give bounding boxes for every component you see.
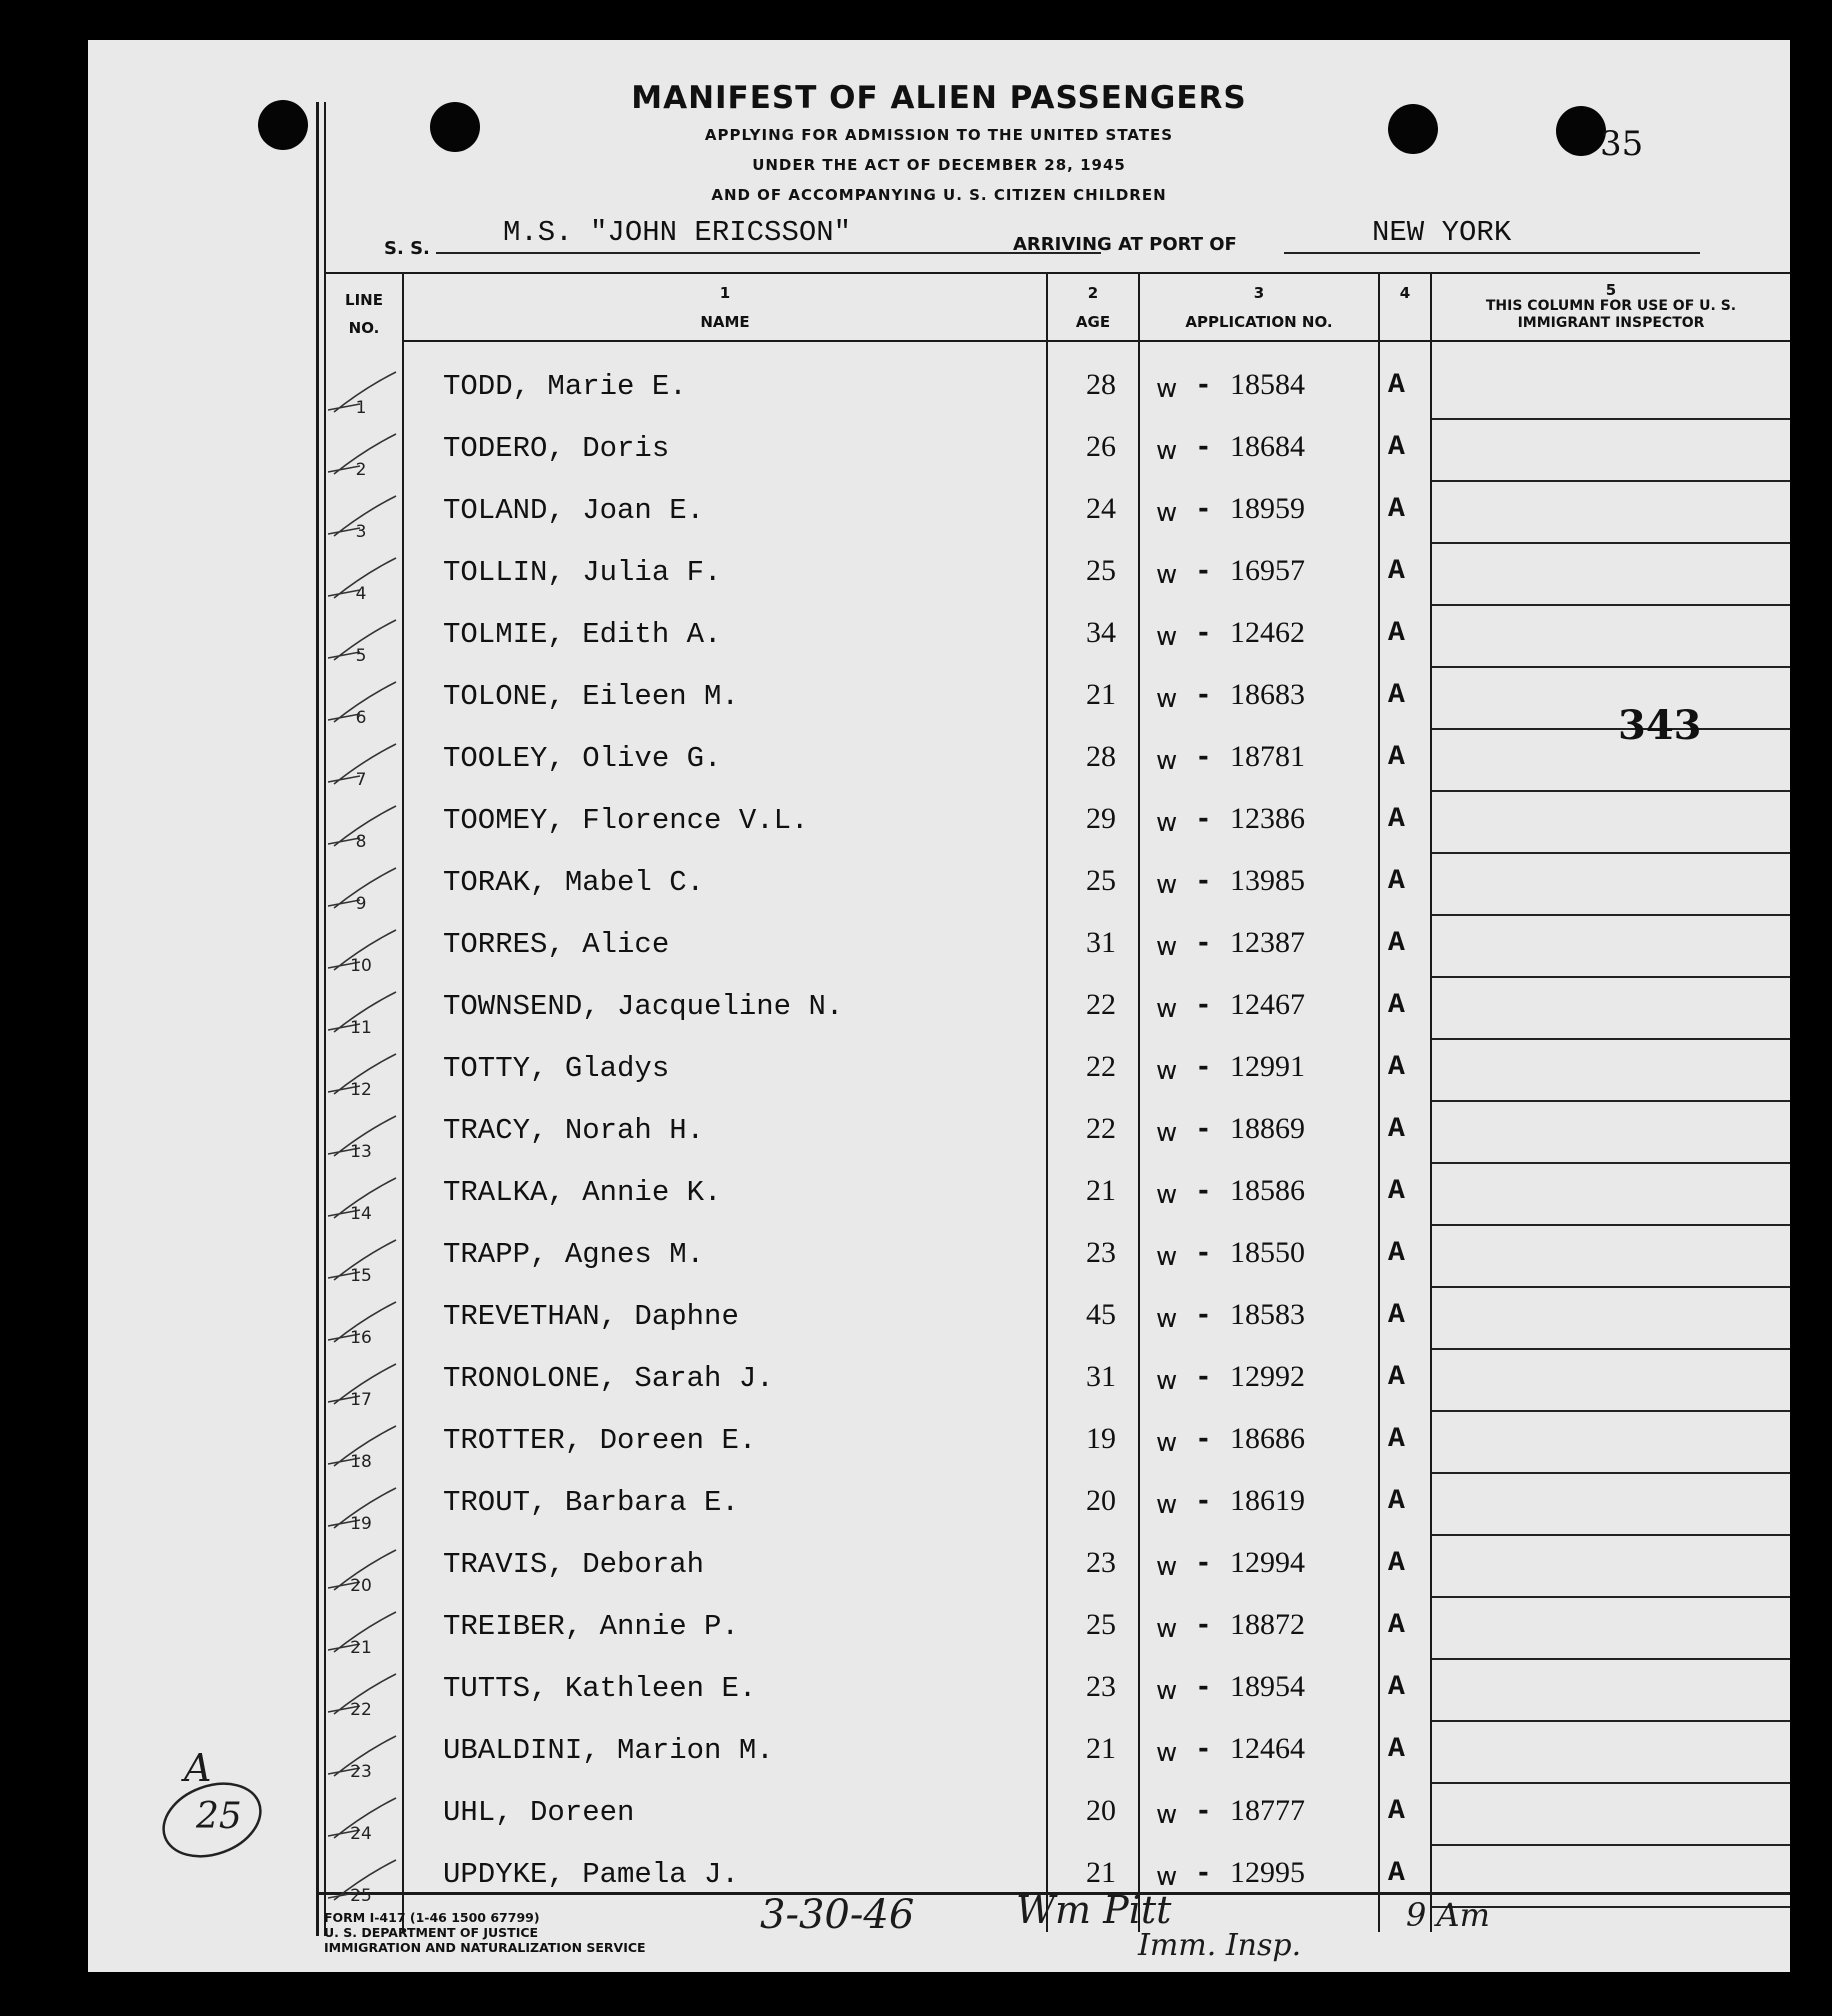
table-row xyxy=(88,978,1790,1040)
line-number: 10 xyxy=(350,956,372,976)
application-prefix: w xyxy=(1156,1552,1178,1582)
application-prefix: w xyxy=(1156,374,1178,404)
application-dash: - xyxy=(1198,370,1209,400)
status-code: A xyxy=(1388,1548,1405,1579)
line-number: 13 xyxy=(350,1142,372,1162)
application-dash: - xyxy=(1198,680,1209,710)
line-number: 15 xyxy=(350,1266,372,1286)
application-dash: - xyxy=(1198,432,1209,462)
application-number: 12386 xyxy=(1230,802,1305,835)
table-row xyxy=(88,358,1790,420)
passenger-age: 26 xyxy=(1086,430,1116,463)
passenger-name: UBALDINI, Marion M. xyxy=(443,1734,774,1767)
application-number: 12995 xyxy=(1230,1856,1305,1889)
application-number: 18781 xyxy=(1230,740,1305,773)
passenger-age: 22 xyxy=(1086,988,1116,1021)
margin-count: 25 xyxy=(196,1796,242,1837)
line-number: 4 xyxy=(355,584,367,604)
application-dash: - xyxy=(1198,866,1209,896)
table-row xyxy=(88,1660,1790,1722)
handwritten-time: 9 Am xyxy=(1406,1896,1490,1934)
passenger-age: 22 xyxy=(1086,1112,1116,1145)
application-prefix: w xyxy=(1156,1738,1178,1768)
application-dash: - xyxy=(1198,494,1209,524)
application-prefix: w xyxy=(1156,622,1178,652)
application-number: 18586 xyxy=(1230,1174,1305,1207)
status-code: A xyxy=(1388,680,1405,711)
table-row xyxy=(88,1102,1790,1164)
table-row xyxy=(88,1784,1790,1846)
line-number: 9 xyxy=(355,894,367,914)
line-number: 21 xyxy=(350,1638,372,1658)
handwritten-inspector-title: Imm. Insp. xyxy=(1138,1928,1302,1963)
application-number: 18684 xyxy=(1230,430,1305,463)
status-code: A xyxy=(1388,1300,1405,1331)
passenger-name: TORRES, Alice xyxy=(443,928,670,961)
application-dash: - xyxy=(1198,1734,1209,1764)
line-number: 7 xyxy=(355,770,367,790)
status-code: A xyxy=(1388,1486,1405,1517)
passenger-age: 25 xyxy=(1086,1608,1116,1641)
passenger-name: TRAPP, Agnes M. xyxy=(443,1238,705,1271)
status-code: A xyxy=(1388,1362,1405,1393)
port-label: ARRIVING AT PORT OF xyxy=(1013,234,1237,255)
passenger-age: 28 xyxy=(1086,368,1116,401)
table-row xyxy=(88,730,1790,792)
margin-letter: A xyxy=(184,1746,212,1790)
passenger-age: 29 xyxy=(1086,802,1116,835)
application-prefix: w xyxy=(1156,1862,1178,1892)
passenger-age: 23 xyxy=(1086,1236,1116,1269)
header-col4-num: 4 xyxy=(1399,284,1411,302)
application-prefix: w xyxy=(1156,1056,1178,1086)
application-prefix: w xyxy=(1156,1366,1178,1396)
form-title: MANIFEST OF ALIEN PASSENGERS xyxy=(631,80,1247,116)
passenger-name: TODD, Marie E. xyxy=(443,370,687,403)
passenger-age: 20 xyxy=(1086,1484,1116,1517)
application-prefix: w xyxy=(1156,1118,1178,1148)
header-col5-num: 5 xyxy=(1605,281,1617,299)
application-number: 12994 xyxy=(1230,1546,1305,1579)
passenger-age: 21 xyxy=(1086,678,1116,711)
header-name-num: 1 xyxy=(719,284,731,302)
application-prefix: w xyxy=(1156,746,1178,776)
ship-underline xyxy=(436,252,1101,254)
status-code: A xyxy=(1388,370,1405,401)
passenger-name: TUTTS, Kathleen E. xyxy=(443,1672,757,1705)
status-code: A xyxy=(1388,1610,1405,1641)
form-subtitle-1: APPLYING FOR ADMISSION TO THE UNITED STATES xyxy=(704,126,1174,144)
application-prefix: w xyxy=(1156,994,1178,1024)
ship-name: M.S. "JOHN ERICSSON" xyxy=(503,216,852,249)
passenger-age: 24 xyxy=(1086,492,1116,525)
passenger-name: TOLAND, Joan E. xyxy=(443,494,705,527)
table-row xyxy=(88,668,1790,730)
stamp-number: 343 xyxy=(1618,702,1702,749)
header-line-no-label: LINE NO. xyxy=(345,291,383,337)
passenger-name: TRONOLONE, Sarah J. xyxy=(443,1362,774,1395)
application-prefix: w xyxy=(1156,560,1178,590)
form-subtitle-2: UNDER THE ACT OF DECEMBER 28, 1945 xyxy=(752,156,1126,174)
passenger-age: 21 xyxy=(1086,1732,1116,1765)
table-row xyxy=(88,916,1790,978)
line-number: 16 xyxy=(350,1328,372,1348)
application-dash: - xyxy=(1198,804,1209,834)
passenger-name: TORAK, Mabel C. xyxy=(443,866,705,899)
application-dash: - xyxy=(1198,1424,1209,1454)
application-number: 18777 xyxy=(1230,1794,1305,1827)
application-prefix: w xyxy=(1156,1490,1178,1520)
application-dash: - xyxy=(1198,556,1209,586)
status-code: A xyxy=(1388,494,1405,525)
header-app: APPLICATION NO. xyxy=(1185,313,1333,331)
header-line-no xyxy=(326,286,402,342)
status-code: A xyxy=(1388,866,1405,897)
application-dash: - xyxy=(1198,1300,1209,1330)
application-prefix: w xyxy=(1156,1428,1178,1458)
application-dash: - xyxy=(1198,1610,1209,1640)
form-number: FORM I-417 (1-46 1500 67799) xyxy=(324,1910,540,1925)
ss-label: S. S. xyxy=(384,238,430,259)
passenger-name: UHL, Doreen xyxy=(443,1796,635,1829)
application-prefix: w xyxy=(1156,1180,1178,1210)
passenger-name: TOLONE, Eileen M. xyxy=(443,680,739,713)
application-number: 12387 xyxy=(1230,926,1305,959)
application-number: 18869 xyxy=(1230,1112,1305,1145)
passenger-name: TRAVIS, Deborah xyxy=(443,1548,705,1581)
table-row xyxy=(88,482,1790,544)
passenger-age: 20 xyxy=(1086,1794,1116,1827)
table-top xyxy=(324,272,1790,274)
application-prefix: w xyxy=(1156,932,1178,962)
application-dash: - xyxy=(1198,1548,1209,1578)
passenger-name: TREIBER, Annie P. xyxy=(443,1610,739,1643)
table-row xyxy=(88,1536,1790,1598)
passenger-age: 22 xyxy=(1086,1050,1116,1083)
header-name: NAME xyxy=(700,313,750,331)
application-dash: - xyxy=(1198,1486,1209,1516)
application-number: 18686 xyxy=(1230,1422,1305,1455)
passenger-age: 31 xyxy=(1086,1360,1116,1393)
application-number: 12991 xyxy=(1230,1050,1305,1083)
passenger-name: TOOLEY, Olive G. xyxy=(443,742,722,775)
application-dash: - xyxy=(1198,1238,1209,1268)
table-row xyxy=(88,606,1790,668)
table-row xyxy=(88,1846,1790,1908)
table-row xyxy=(88,420,1790,482)
table-row xyxy=(88,1288,1790,1350)
application-dash: - xyxy=(1198,1796,1209,1826)
form-subtitle-3: AND OF ACCOMPANYING U. S. CITIZEN CHILDREN xyxy=(711,186,1167,204)
table-row xyxy=(88,1722,1790,1784)
application-dash: - xyxy=(1198,1362,1209,1392)
status-code: A xyxy=(1388,1858,1405,1889)
passenger-name: UPDYKE, Pamela J. xyxy=(443,1858,739,1891)
table-row xyxy=(88,1040,1790,1102)
application-dash: - xyxy=(1198,1176,1209,1206)
status-code: A xyxy=(1388,1796,1405,1827)
application-dash: - xyxy=(1198,990,1209,1020)
passenger-age: 31 xyxy=(1086,926,1116,959)
line-number: 6 xyxy=(355,708,367,728)
table-row xyxy=(88,1474,1790,1536)
application-number: 16957 xyxy=(1230,554,1305,587)
passenger-age: 34 xyxy=(1086,616,1116,649)
application-prefix: w xyxy=(1156,436,1178,466)
application-dash: - xyxy=(1198,742,1209,772)
passenger-name: TROUT, Barbara E. xyxy=(443,1486,739,1519)
application-prefix: w xyxy=(1156,684,1178,714)
line-number: 12 xyxy=(350,1080,372,1100)
passenger-name: TRALKA, Annie K. xyxy=(443,1176,722,1209)
application-number: 12462 xyxy=(1230,616,1305,649)
passenger-age: 21 xyxy=(1086,1174,1116,1207)
application-prefix: w xyxy=(1156,1676,1178,1706)
line-number: 24 xyxy=(350,1824,372,1844)
passenger-name: TOOMEY, Florence V.L. xyxy=(443,804,809,837)
application-number: 13985 xyxy=(1230,864,1305,897)
application-number: 18550 xyxy=(1230,1236,1305,1269)
application-dash: - xyxy=(1198,618,1209,648)
application-prefix: w xyxy=(1156,1800,1178,1830)
header-age: AGE xyxy=(1075,313,1111,331)
status-code: A xyxy=(1388,990,1405,1021)
application-dash: - xyxy=(1198,1858,1209,1888)
line-number: 19 xyxy=(350,1514,372,1534)
application-number: 18583 xyxy=(1230,1298,1305,1331)
header-bottom xyxy=(404,340,1790,342)
line-number: 18 xyxy=(350,1452,372,1472)
status-code: A xyxy=(1388,1238,1405,1269)
table-row xyxy=(88,1226,1790,1288)
application-prefix: w xyxy=(1156,1242,1178,1272)
table-row xyxy=(88,1164,1790,1226)
passenger-age: 23 xyxy=(1086,1546,1116,1579)
status-code: A xyxy=(1388,432,1405,463)
application-number: 18584 xyxy=(1230,368,1305,401)
line-number: 22 xyxy=(350,1700,372,1720)
application-dash: - xyxy=(1198,1672,1209,1702)
table-row xyxy=(88,854,1790,916)
application-number: 18959 xyxy=(1230,492,1305,525)
status-code: A xyxy=(1388,742,1405,773)
table-row xyxy=(88,1350,1790,1412)
table-row xyxy=(88,1598,1790,1660)
application-number: 18872 xyxy=(1230,1608,1305,1641)
table-row xyxy=(88,1412,1790,1474)
status-code: A xyxy=(1388,804,1405,835)
line-number: 11 xyxy=(350,1018,372,1038)
header-col5: THIS COLUMN FOR USE OF U. S. IMMIGRANT INSPECTOR xyxy=(1485,298,1737,331)
handwritten-date: 3-30-46 xyxy=(760,1892,915,1938)
passenger-age: 25 xyxy=(1086,864,1116,897)
manifest-page xyxy=(88,40,1790,1972)
application-dash: - xyxy=(1198,1052,1209,1082)
passenger-age: 23 xyxy=(1086,1670,1116,1703)
application-prefix: w xyxy=(1156,498,1178,528)
line-number: 17 xyxy=(350,1390,372,1410)
passenger-name: TREVETHAN, Daphne xyxy=(443,1300,739,1333)
line-number: 14 xyxy=(350,1204,372,1224)
form-footer xyxy=(324,1910,646,1955)
passenger-age: 25 xyxy=(1086,554,1116,587)
status-code: A xyxy=(1388,1734,1405,1765)
passenger-name: TRACY, Norah H. xyxy=(443,1114,705,1147)
status-code: A xyxy=(1388,618,1405,649)
application-dash: - xyxy=(1198,1114,1209,1144)
header-app-num: 3 xyxy=(1253,284,1265,302)
application-prefix: w xyxy=(1156,870,1178,900)
application-number: 12467 xyxy=(1230,988,1305,1021)
passenger-name: TOLLIN, Julia F. xyxy=(443,556,722,589)
passenger-name: TOWNSEND, Jacqueline N. xyxy=(443,990,844,1023)
page-number: 35 xyxy=(1600,124,1644,164)
line-number: 8 xyxy=(355,832,367,852)
status-code: A xyxy=(1388,1672,1405,1703)
application-number: 12992 xyxy=(1230,1360,1305,1393)
line-number: 23 xyxy=(350,1762,372,1782)
line-number: 5 xyxy=(355,646,367,666)
application-prefix: w xyxy=(1156,1614,1178,1644)
status-code: A xyxy=(1388,1114,1405,1145)
passenger-age: 19 xyxy=(1086,1422,1116,1455)
application-number: 18954 xyxy=(1230,1670,1305,1703)
passenger-age: 28 xyxy=(1086,740,1116,773)
margin-circle xyxy=(148,1776,278,1866)
service: IMMIGRATION AND NATURALIZATION SERVICE xyxy=(324,1940,646,1955)
application-dash: - xyxy=(1198,928,1209,958)
status-code: A xyxy=(1388,1176,1405,1207)
line-number: 2 xyxy=(355,460,367,480)
table-row xyxy=(88,544,1790,606)
line-number: 3 xyxy=(355,522,367,542)
handwritten-signature: Wm Pitt xyxy=(1016,1888,1172,1932)
passenger-age: 45 xyxy=(1086,1298,1116,1331)
passenger-name: TOLMIE, Edith A. xyxy=(443,618,722,651)
table-row xyxy=(88,792,1790,854)
application-prefix: w xyxy=(1156,1304,1178,1334)
application-number: 18683 xyxy=(1230,678,1305,711)
line-number: 20 xyxy=(350,1576,372,1596)
passenger-age: 21 xyxy=(1086,1856,1116,1889)
status-code: A xyxy=(1388,556,1405,587)
application-prefix: w xyxy=(1156,808,1178,838)
status-code: A xyxy=(1388,928,1405,959)
line-number: 25 xyxy=(350,1886,372,1906)
port-underline xyxy=(1284,252,1700,254)
department: U. S. DEPARTMENT OF JUSTICE xyxy=(324,1925,539,1940)
passenger-name: TODERO, Doris xyxy=(443,432,670,465)
status-code: A xyxy=(1388,1424,1405,1455)
line-number: 1 xyxy=(355,398,367,418)
port-name: NEW YORK xyxy=(1372,216,1512,249)
passenger-name: TOTTY, Gladys xyxy=(443,1052,670,1085)
application-number: 12464 xyxy=(1230,1732,1305,1765)
passenger-name: TROTTER, Doreen E. xyxy=(443,1424,757,1457)
header-age-num: 2 xyxy=(1087,284,1099,302)
status-code: A xyxy=(1388,1052,1405,1083)
application-number: 18619 xyxy=(1230,1484,1305,1517)
